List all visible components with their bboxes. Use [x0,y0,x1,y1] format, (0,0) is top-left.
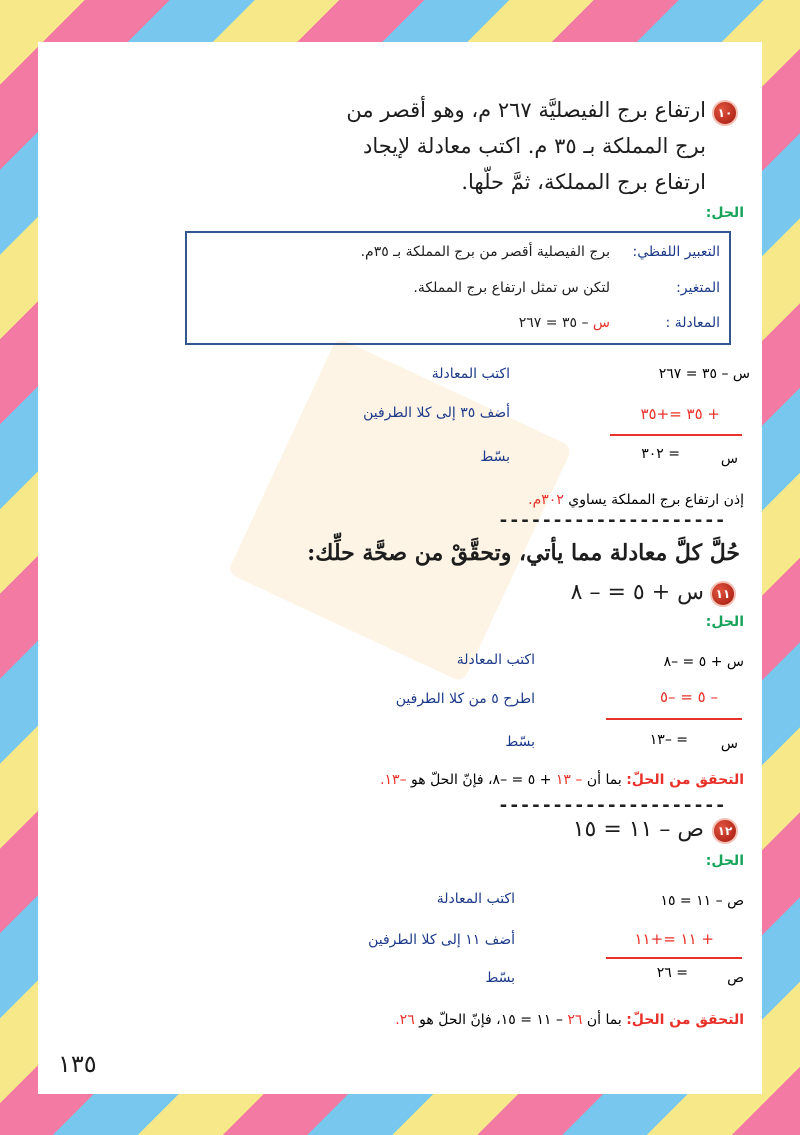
conclusion [528,492,744,508]
check-line [395,1012,744,1028]
check-answer: –١٣. [380,772,407,788]
step-note: بسّط [485,970,515,986]
underline [606,957,742,959]
check-text-b: – ١١ = ١٥، فإنّ الحلّ هو [419,1012,563,1028]
conclusion-prefix: إذن ارتفاع برج المملكة يساوي [568,492,744,508]
step-note: اكتب المعادلة [436,891,515,907]
equation-label: المعادلة : [665,315,720,331]
step-note: أضف ٣٥ إلى كلا الطرفين [363,405,510,421]
divider: --------------------- [498,795,726,816]
question-number-11-badge [710,581,736,607]
question-10-text: ارتفاع برج الفيصليَّة ٢٦٧ م، وهو أقصر من برج المملكة بـ ٣٥ م. اكتب معادلة لإيجاد ارتفاع برج المملكة، ثمَّ حلّها. [346,98,706,194]
underline [606,718,742,720]
check-answer: ٢٦. [395,1012,415,1028]
step-expr: س – ٣٥ = ٢٦٧ [658,366,750,382]
check-text-a: بما أن [586,1012,622,1028]
variable-label: المتغير: [676,280,720,296]
verbal-value: برج الفيصلية أقصر من برج المملكة بـ ٣٥م. [360,244,610,260]
conclusion-value: ٣٠٢م. [528,492,564,508]
divider: --------------------- [498,510,726,531]
question-number-10-badge [712,100,738,126]
equation-variable: س [592,315,610,331]
question-12-equation: ص – ١١ = ١٥ [572,817,704,842]
step-note: اكتب المعادلة [431,366,510,382]
check-text-b: + ٥ = –٨، فإنّ الحلّ هو [411,772,552,788]
step-expr: + ١١ =+١١ [634,930,714,948]
variable-value: لتكن س تمثل ارتفاع برج المملكة. [413,280,610,296]
section-heading: حُلَّ كلَّ معادلة مما يأتي، وتحقَّقْ من صحَّة حلِّك: [307,540,740,566]
question-number: ١٠ [717,106,733,120]
solution-label: الحل: [705,853,744,869]
check-label: التحقق من الحلّ: [626,1012,744,1028]
question-number: ١٢ [717,824,733,838]
step-var: ص [727,970,744,986]
solution-label: الحل: [705,614,744,630]
question-number-12-badge [712,818,738,844]
underline [610,434,742,436]
step-note: اكتب المعادلة [456,652,535,668]
verbal-label: التعبير اللفظي: [632,244,720,260]
check-value: ٢٦ [567,1012,583,1028]
check-label: التحقق من الحلّ: [626,772,744,788]
step-note: اطرح ٥ من كلا الطرفين [395,691,535,707]
check-text-a: بما أن [586,772,622,788]
step-var: س [720,736,738,752]
step-note: بسّط [480,449,510,465]
step-expr: + ٣٥ =+٣٥ [640,405,720,423]
step-var: س [720,451,738,467]
question-11-equation: س + ٥ = – ٨ [570,580,704,605]
step-note: بسّط [505,734,535,750]
equation-value [519,315,610,331]
step-expr: – ٥ = –٥ [659,688,718,706]
step-result: = ٣٠٢ [641,446,680,462]
step-expr: س + ٥ = –٨ [663,654,744,670]
solution-label: الحل: [705,205,744,221]
question-number: ١١ [715,587,731,601]
step-result: = ٢٦ [656,965,688,981]
page-number: ١٣٥ [58,1050,97,1078]
equation-rest: – ٣٥ = ٢٦٧ [518,315,589,331]
step-expr: ص – ١١ = ١٥ [660,893,744,909]
check-value: – ١٣ [555,772,583,788]
step-note: أضف ١١ إلى كلا الطرفين [368,932,515,948]
step-result: = –١٣ [649,732,688,748]
check-line [380,772,744,788]
